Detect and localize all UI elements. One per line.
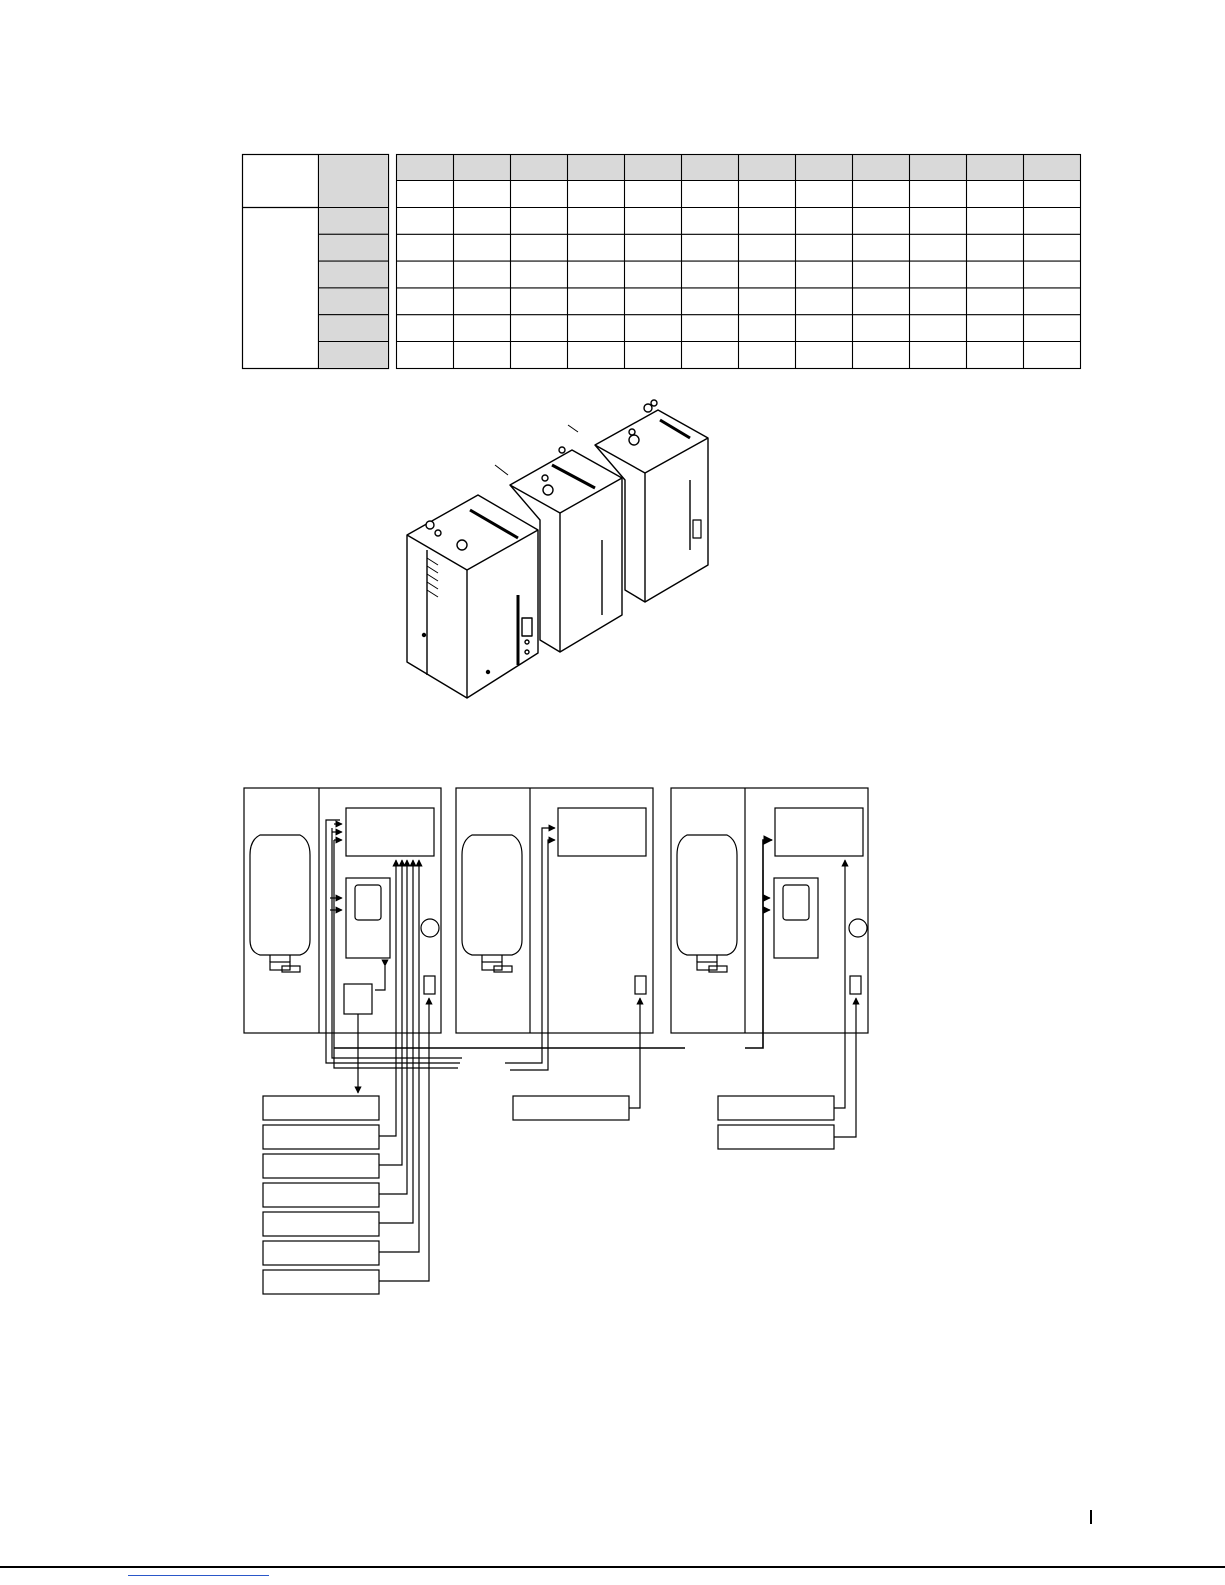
schematic-unit-2 — [456, 788, 653, 1033]
footer-link-underline[interactable] — [128, 1575, 269, 1576]
schematic-unit-1 — [244, 788, 441, 1033]
table-row-header-2 — [319, 234, 389, 261]
spec-table — [0, 0, 1225, 380]
center-peripheral-box — [513, 1096, 629, 1120]
table-row-header-6 — [319, 342, 389, 369]
table-row-header-5 — [319, 315, 389, 342]
wiring-schematic — [230, 780, 890, 1310]
left-peripheral-boxes — [263, 1096, 379, 1294]
table-row-header-1 — [319, 208, 389, 235]
table-row-header-3 — [319, 261, 389, 288]
table-row-header-main — [319, 155, 389, 208]
three-unit-isometric-illustration — [390, 390, 730, 710]
table-row-header-4 — [319, 288, 389, 315]
footer-rule — [0, 1566, 1225, 1568]
right-peripheral-box-2 — [718, 1125, 834, 1149]
right-peripheral-box-1 — [718, 1096, 834, 1120]
page-number-marker — [1090, 1510, 1092, 1524]
unit-front — [407, 495, 538, 698]
